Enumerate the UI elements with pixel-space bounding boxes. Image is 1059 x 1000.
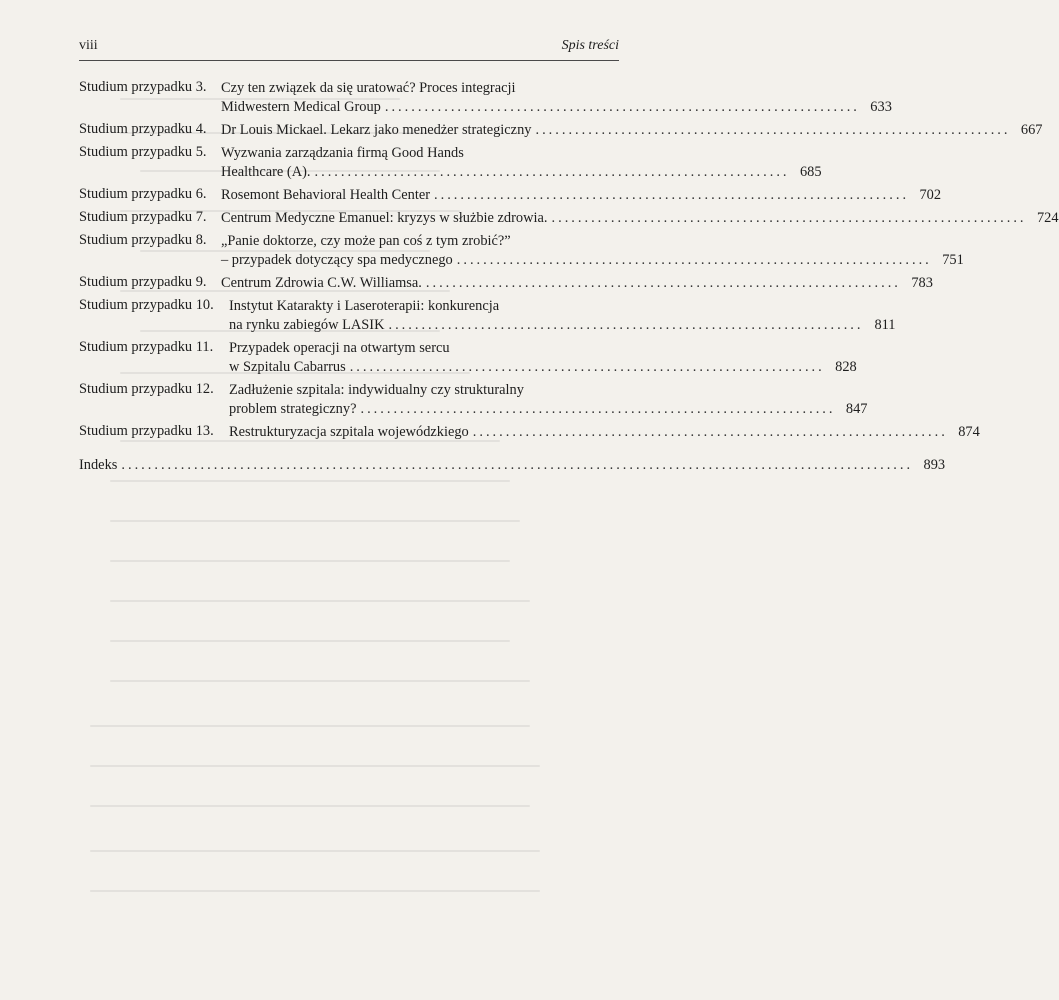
- toc-entry: [79, 121, 1043, 140]
- index-label: Indeks: [79, 457, 118, 473]
- dot-leader: ........................................................................: [472, 424, 948, 440]
- dot-leader: ........................................................................................................................: [121, 457, 914, 473]
- case-study-label: Studium przypadku 5.: [79, 144, 207, 160]
- dot-leader: ........................................................................: [551, 210, 1027, 226]
- page-ref: 847: [845, 401, 868, 417]
- dot-leader: ........................................................................: [425, 275, 901, 291]
- running-title: Spis treści: [561, 38, 619, 53]
- entry-title-line: Centrum Medyczne Emanuel: kryzys w służbie zdrowia.: [221, 210, 548, 226]
- page-ref: 685: [799, 164, 822, 180]
- entry-title-line: Przypadek operacji na otwartym sercu: [229, 340, 450, 356]
- page-ref: 667: [1020, 122, 1043, 138]
- page-ref: 633: [870, 99, 892, 115]
- case-study-label: Studium przypadku 8.: [79, 232, 207, 248]
- case-study-label: Studium przypadku 6.: [79, 186, 207, 202]
- page-ref: 783: [911, 275, 933, 291]
- case-study-label: Studium przypadku 7.: [79, 209, 207, 225]
- entry-title-line: Midwestern Medical Group: [221, 99, 381, 115]
- entry-title-line: „Panie doktorze, czy może pan coś z tym zrobić?”: [221, 233, 511, 249]
- dot-leader: ........................................................................: [360, 401, 836, 417]
- toc-entry: [79, 274, 933, 293]
- entry-title-line: Czy ten związek da się uratować? Proces integracji: [221, 80, 516, 96]
- page-number: viii: [79, 38, 98, 53]
- toc-entry: [79, 339, 857, 377]
- entry-title-line: Restrukturyzacja szpitala wojewódzkiego: [229, 424, 469, 440]
- dot-leader: ........................................................................: [384, 99, 860, 115]
- toc-entry: [79, 381, 868, 419]
- entry-title-line: na rynku zabiegów LASIK: [229, 317, 385, 333]
- dot-leader: ........................................................................: [349, 359, 825, 375]
- table-of-contents: [79, 79, 1059, 479]
- toc-entry: [79, 297, 896, 335]
- dot-leader: ........................................................................: [388, 317, 864, 333]
- dot-leader: ........................................................................: [434, 187, 910, 203]
- toc-entry-index: [79, 456, 946, 475]
- page-ref: 893: [923, 457, 946, 473]
- page-ref: 874: [958, 424, 980, 440]
- case-study-label: Studium przypadku 3.: [79, 79, 207, 95]
- case-study-label: Studium przypadku 11.: [79, 339, 214, 355]
- case-study-label: Studium przypadku 12.: [79, 381, 214, 397]
- entry-title-line: Rosemont Behavioral Health Center: [221, 187, 431, 203]
- entry-title-line: Dr Louis Mickael. Lekarz jako menedżer strategiczny: [221, 122, 532, 138]
- page-ref: 702: [919, 187, 942, 203]
- entry-title-line: Healthcare (A).: [221, 164, 311, 180]
- entry-title-line: problem strategiczny?: [229, 401, 357, 417]
- entry-title-line: Wyzwania zarządzania firmą Good Hands: [221, 145, 464, 161]
- case-study-label: Studium przypadku 9.: [79, 274, 207, 290]
- page-ref: 811: [874, 317, 896, 333]
- case-study-label: Studium przypadku 4.: [79, 121, 207, 137]
- dot-leader: ........................................................................: [314, 164, 790, 180]
- case-study-label: Studium przypadku 10.: [79, 297, 214, 313]
- toc-entry: [79, 209, 1059, 228]
- page-ref: 828: [835, 359, 857, 375]
- entry-title-line: – przypadek dotyczący spa medycznego: [221, 252, 453, 268]
- entry-title-line: Centrum Zdrowia C.W. Williamsa.: [221, 275, 422, 291]
- dot-leader: ........................................................................: [456, 252, 932, 268]
- entry-title-line: Instytut Katarakty i Laseroterapii: konkurencja: [229, 298, 500, 314]
- entry-title-line: w Szpitalu Cabarrus: [229, 359, 346, 375]
- running-header: [79, 38, 619, 61]
- dot-leader: ........................................................................: [535, 122, 1011, 138]
- page-ref: 751: [942, 252, 964, 268]
- entry-title-line: Zadłużenie szpitala: indywidualny czy strukturalny: [229, 382, 524, 398]
- toc-entry: [79, 232, 964, 270]
- page-ref: 724: [1036, 210, 1059, 226]
- toc-entry: [79, 144, 822, 182]
- toc-entry: [79, 423, 980, 442]
- toc-entry: [79, 79, 892, 117]
- toc-entry: [79, 186, 942, 205]
- case-study-label: Studium przypadku 13.: [79, 423, 214, 439]
